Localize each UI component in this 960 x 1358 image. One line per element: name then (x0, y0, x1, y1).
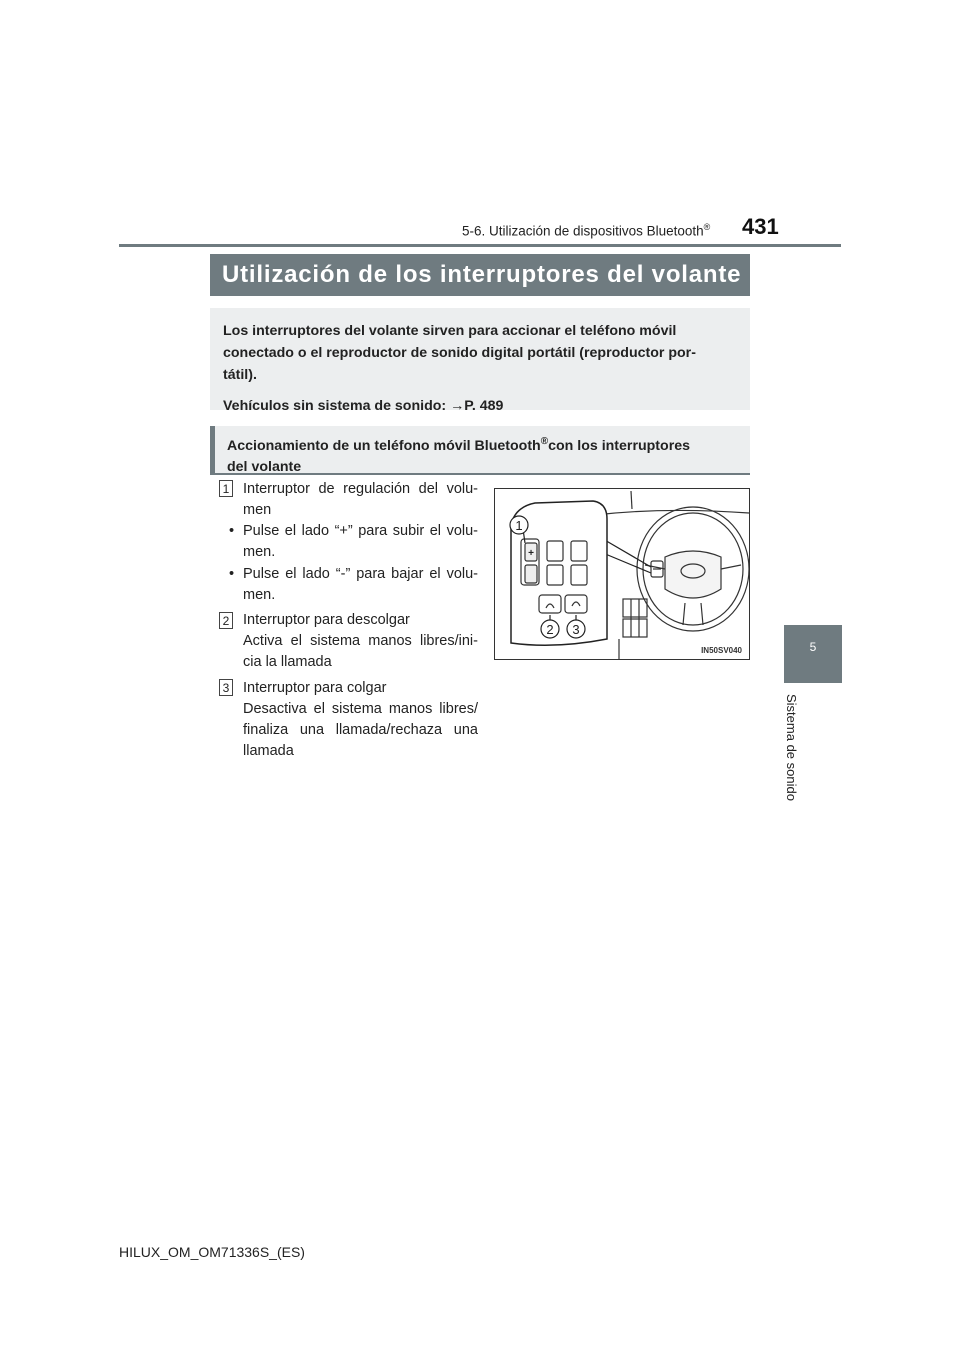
arrow-icon: → (450, 398, 465, 414)
bullet-icon: • (229, 566, 235, 582)
item-3-desc-line-2: finaliza una llamada/rechaza una (243, 722, 478, 738)
intro-reference: Vehículos sin sistema de sonido: →P. 489 (223, 398, 504, 414)
item-1-title-line-1: Interruptor de regulación del volu- (243, 481, 478, 497)
intro-line-1: Los interruptores del volante sirven para accionar el teléfono móvil (223, 323, 677, 339)
item-3-desc-line-1: Desactiva el sistema manos libres/ (243, 701, 478, 717)
header-section-title: 5-6. Utilización de dispositivos Bluetooth® (462, 222, 711, 239)
steering-wheel-illustration (495, 489, 750, 660)
item-number-2: 2 (219, 612, 233, 629)
figure-code: IN50SV040 (701, 646, 742, 655)
item-3-title: Interruptor para colgar (243, 680, 387, 696)
header-rule (119, 244, 841, 247)
intro-line-3: tátil). (223, 367, 257, 383)
bullet-icon: • (229, 523, 235, 539)
item-2-title: Interruptor para descolgar (243, 612, 410, 628)
page-number: 431 (742, 214, 779, 239)
item-1-bullet-2-line-1: Pulse el lado “-” para bajar el volu- (243, 566, 478, 582)
item-1-bullet-2-line-2: men. (243, 587, 276, 603)
callout-label-2: 2 (546, 622, 554, 637)
callout-label-3: 3 (572, 622, 580, 637)
steering-switch-figure (494, 488, 750, 660)
chapter-tab: 5 (784, 625, 842, 683)
callout-label-1: 1 (515, 518, 523, 533)
reference-link[interactable]: P. 489 (464, 398, 504, 414)
chapter-label: Sistema de sonido (784, 694, 799, 801)
item-1-bullet-1-line-2: men. (243, 544, 276, 560)
document-footer: HILUX_OM_OM71336S_(ES) (119, 1244, 305, 1260)
plus-label: + (528, 548, 534, 559)
item-number-1: 1 (219, 480, 233, 497)
item-2-desc-line-1: Activa el sistema manos libres/ini- (243, 633, 478, 649)
page-title: Utilización de los interruptores del volante (210, 254, 750, 296)
intro-line-2: conectado o el reproductor de sonido digital portátil (reproductor por- (223, 345, 696, 361)
intro-box (210, 308, 750, 414)
item-2-desc-line-2: cia la llamada (243, 654, 332, 670)
item-number-3: 3 (219, 679, 233, 696)
subheading: Accionamiento de un teléfono móvil Bluetooth®con los interruptores del volante (210, 426, 750, 475)
item-1-title-line-2: men (243, 502, 272, 518)
item-3-desc-line-3: llamada (243, 743, 294, 759)
item-1-bullet-1-line-1: Pulse el lado “+” para subir el volu- (243, 523, 478, 539)
